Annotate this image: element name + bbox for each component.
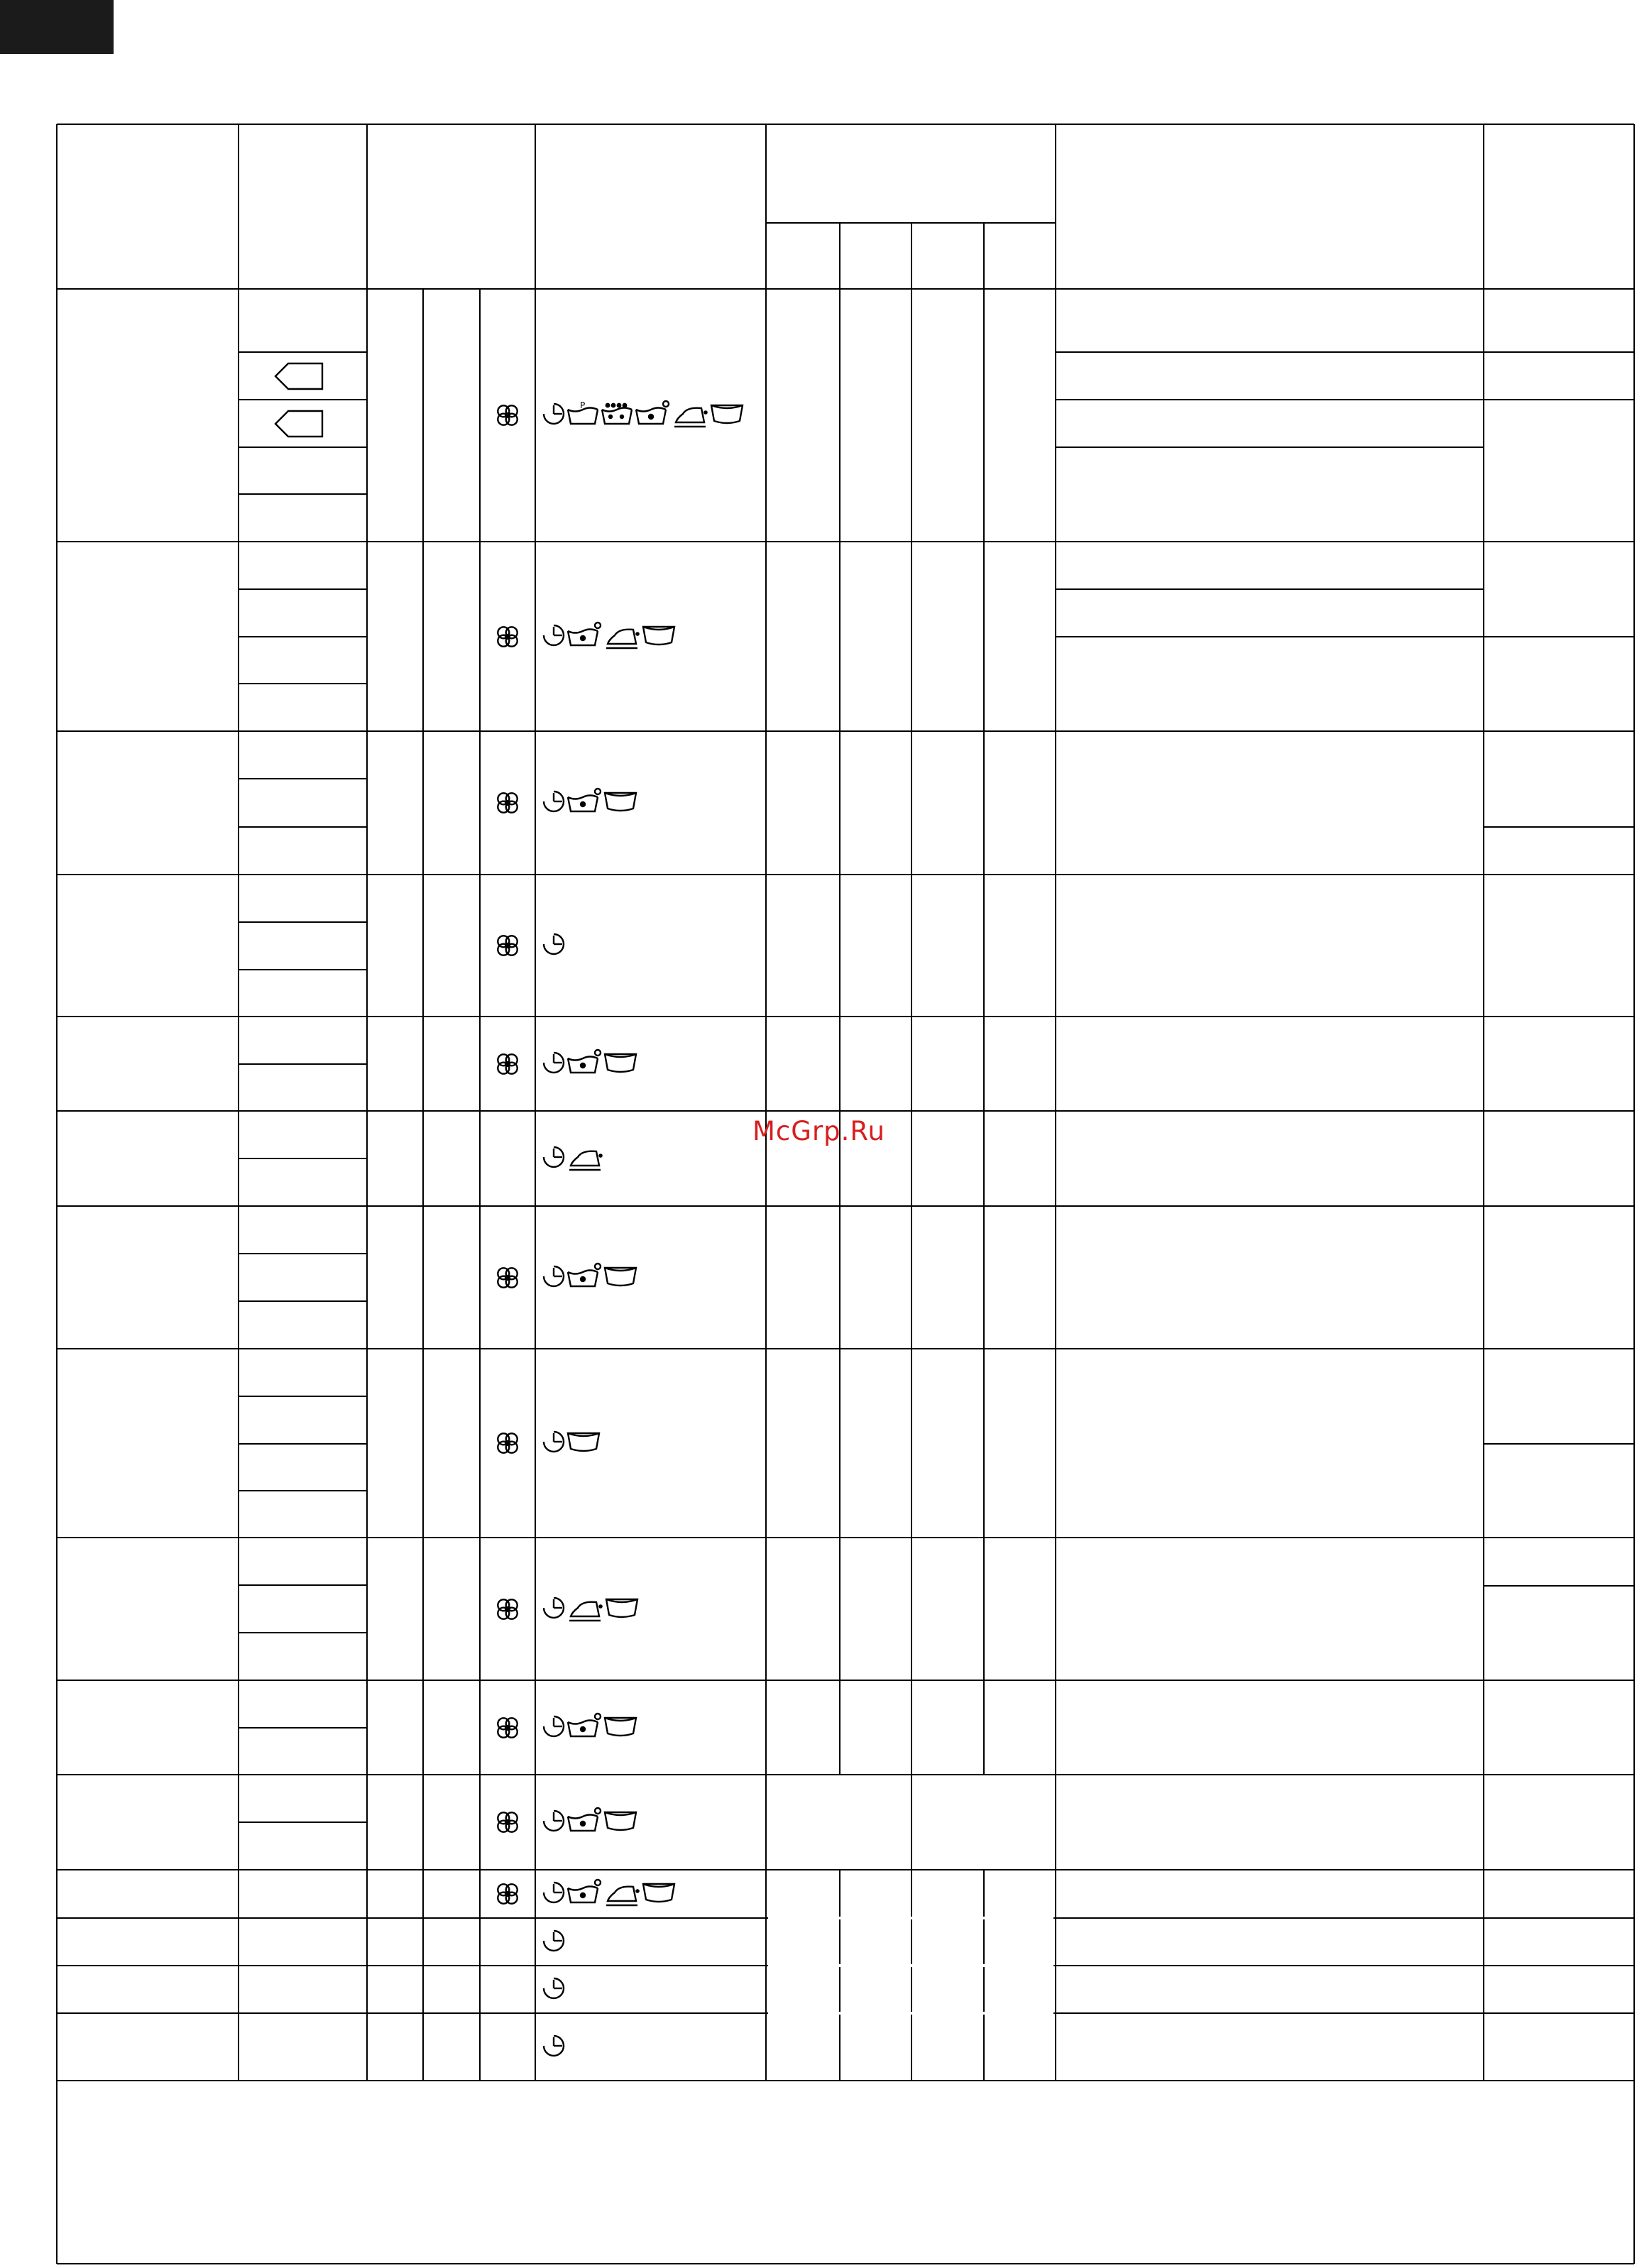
label-tag-icon [275, 363, 322, 389]
fan-icon [498, 1268, 517, 1287]
tub-icon [605, 793, 636, 811]
fan-icon [498, 1599, 517, 1618]
fan-icon [498, 405, 517, 424]
iron-icon [606, 1887, 639, 1905]
tub-icon [605, 1268, 636, 1286]
fan-icon [498, 1718, 517, 1737]
wash-warm-icon [568, 1714, 601, 1736]
wash-warm-icon [568, 1880, 601, 1902]
wash-warm-icon [568, 789, 601, 811]
wash-hot-icon [602, 404, 632, 424]
timer-icon [544, 404, 564, 424]
wash-warm-icon [568, 1050, 601, 1073]
timer-icon [544, 934, 564, 954]
tub-icon [605, 1054, 636, 1072]
timer-icon [544, 1053, 564, 1073]
label-tag-icon [275, 411, 322, 437]
timer-icon [544, 1883, 564, 1902]
timer-icon [544, 1598, 564, 1618]
iron-icon [569, 1602, 602, 1621]
iron-icon [674, 408, 707, 427]
wash-warm-icon [568, 623, 601, 645]
tub-icon [605, 1718, 636, 1736]
fan-icon [498, 793, 517, 812]
fan-icon [498, 1054, 517, 1073]
timer-icon [544, 1978, 564, 1998]
timer-icon [544, 1266, 564, 1286]
timer-icon [544, 1147, 564, 1167]
iron-icon [569, 1151, 602, 1170]
timer-icon [544, 1432, 564, 1452]
fan-icon [498, 1812, 517, 1831]
iron-icon [606, 630, 639, 648]
tub-icon [643, 627, 674, 645]
watermark: McGrp.Ru [752, 1116, 885, 1146]
wash-p-icon [568, 400, 598, 424]
timer-icon [544, 625, 564, 645]
fan-icon [498, 627, 517, 646]
timer-icon [544, 791, 564, 811]
fan-icon [498, 1884, 517, 1903]
timer-icon [544, 1716, 564, 1736]
timer-icon [544, 2036, 564, 2056]
svg-text:P: P [580, 400, 586, 410]
tub-icon [568, 1433, 599, 1451]
tub-icon [711, 405, 743, 423]
timer-icon [544, 1931, 564, 1951]
tub-icon [643, 1884, 674, 1902]
tub-icon [605, 1812, 636, 1830]
tub-icon [606, 1599, 637, 1617]
wash-warm-icon [636, 401, 669, 424]
wash-warm-icon [568, 1808, 601, 1831]
fan-icon [498, 936, 517, 955]
wash-warm-icon [568, 1264, 601, 1286]
timer-icon [544, 1811, 564, 1831]
fan-icon [498, 1433, 517, 1452]
